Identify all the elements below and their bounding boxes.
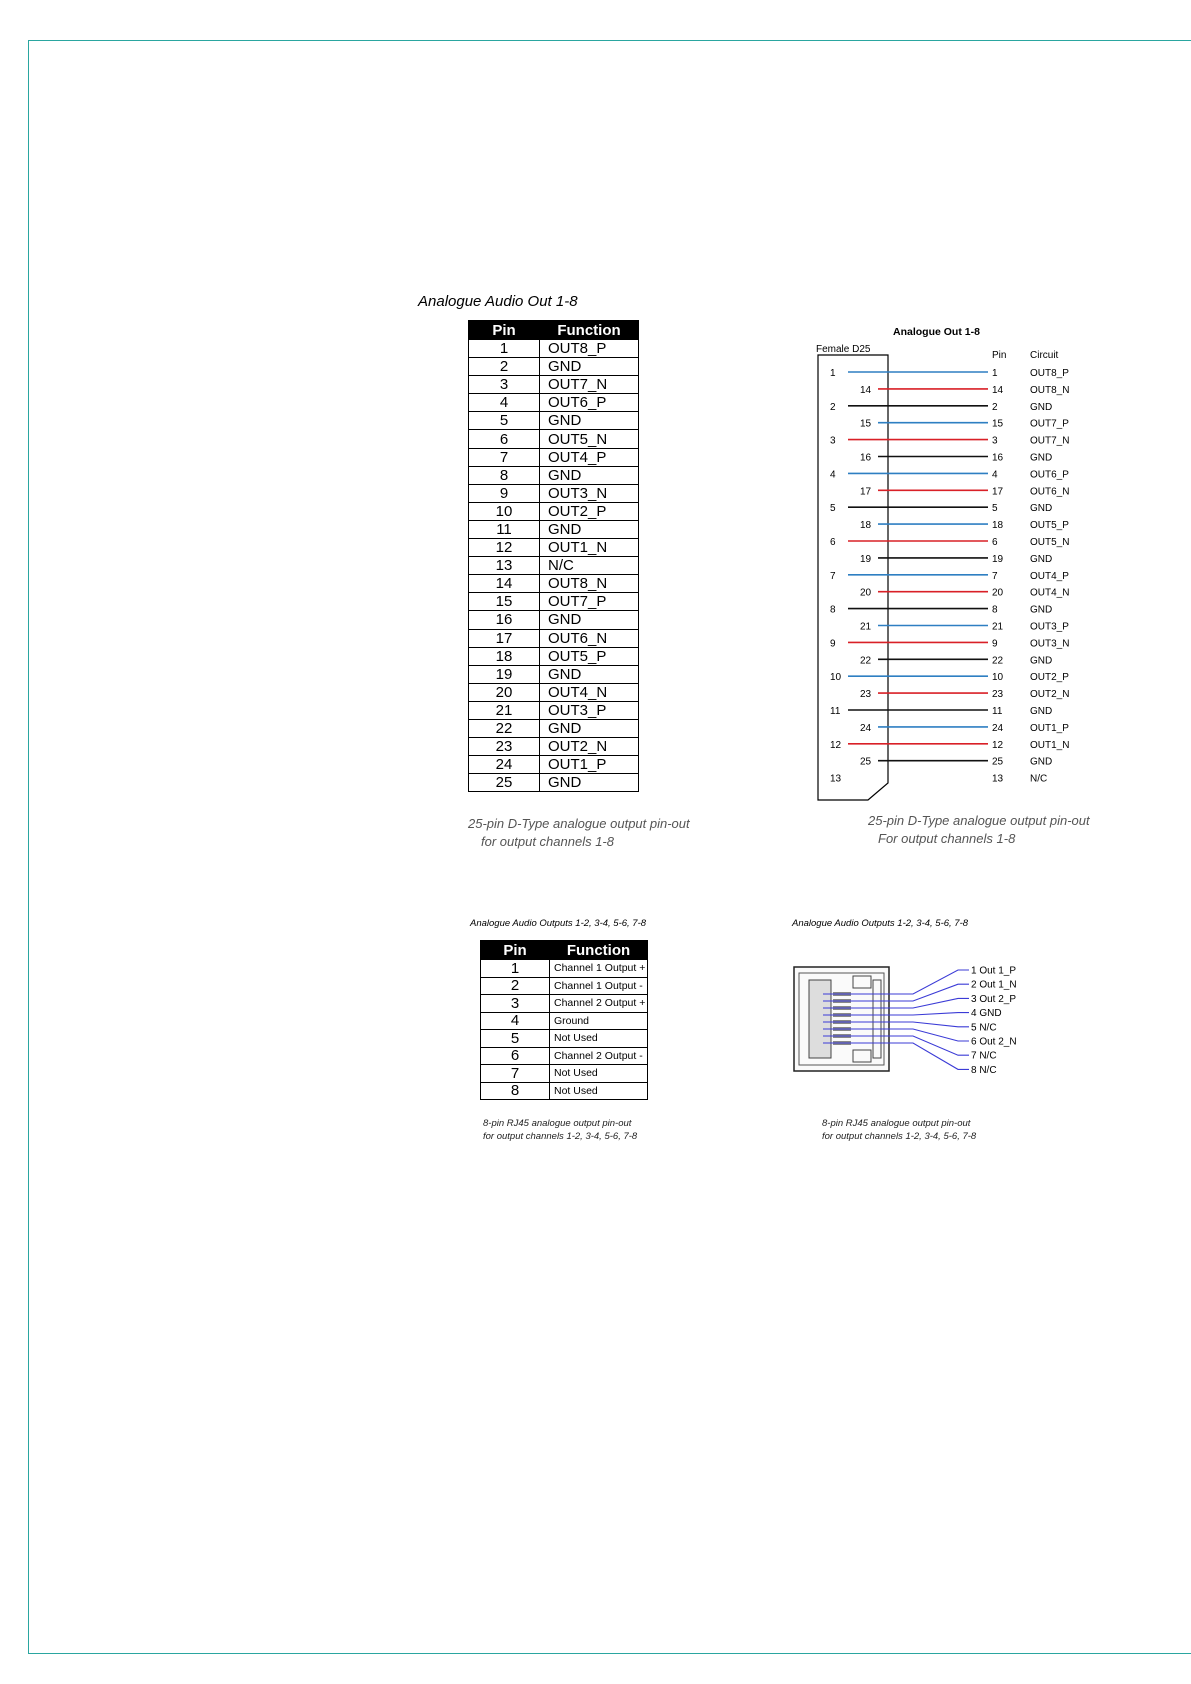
- pin-cell: 3: [481, 995, 550, 1013]
- pin-cell: 19: [469, 665, 540, 683]
- pin-cell: 8: [469, 466, 540, 484]
- function-cell: Not Used: [550, 1082, 648, 1100]
- function-cell: OUT4_P: [540, 448, 639, 466]
- circuit-label: OUT5_P: [1030, 520, 1069, 532]
- caption-line: for output channels 1-2, 3-4, 5-6, 7-8: [483, 1131, 638, 1142]
- wire-pin-label: 22: [992, 655, 1004, 667]
- circuit-label: OUT1_P: [1030, 722, 1069, 734]
- connector-pin-label: 7: [830, 570, 836, 582]
- table-row: [469, 466, 639, 484]
- caption-line: for output channels 1-2, 3-4, 5-6, 7-8: [822, 1131, 977, 1142]
- connector-pin-label: 12: [830, 739, 842, 751]
- wire-pin-label: 15: [992, 418, 1004, 430]
- wire-pin-label: 18: [992, 520, 1004, 532]
- function-cell: N/C: [540, 557, 639, 575]
- table-row: [469, 647, 639, 665]
- table-row: [469, 394, 639, 412]
- function-cell: GND: [540, 466, 639, 484]
- table-row: [469, 358, 639, 376]
- function-cell: GND: [540, 611, 639, 629]
- table-row: [469, 738, 639, 756]
- caption-line: for output channels 1-8: [481, 834, 614, 849]
- pin-cell: 23: [469, 738, 540, 756]
- connector-pin-label: 6: [830, 537, 836, 548]
- wire-pin-label: 12: [992, 739, 1004, 751]
- circuit-label: OUT2_N: [1030, 689, 1070, 701]
- circuit-label: OUT7_N: [1030, 435, 1070, 447]
- function-cell: Not Used: [550, 1030, 648, 1048]
- pin-cell: 2: [469, 358, 540, 376]
- connector-pin-label: 4: [830, 469, 836, 481]
- pin-cell: 25: [469, 774, 540, 792]
- function-cell: Channel 2 Output -: [550, 1047, 648, 1065]
- function-cell: OUT3_P: [540, 701, 639, 719]
- pin-cell: 7: [469, 448, 540, 466]
- function-cell: OUT3_N: [540, 484, 639, 502]
- function-cell: OUT4_N: [540, 683, 639, 701]
- circuit-label: OUT6_P: [1030, 469, 1069, 481]
- wire-pin-label: 20: [992, 587, 1004, 599]
- wire-pin-label: 3: [992, 435, 998, 447]
- wire-pin-label: 1: [992, 368, 998, 379]
- table-row: [469, 683, 639, 701]
- table-row: [469, 376, 639, 394]
- connector-pin-label: 16: [860, 452, 872, 464]
- function-cell: Not Used: [550, 1065, 648, 1083]
- rj45-jack-body: [794, 967, 889, 1071]
- pin-cell: 6: [481, 1047, 550, 1065]
- circuit-label: N/C: [1030, 773, 1048, 785]
- function-cell: OUT7_N: [540, 376, 639, 394]
- d25-wiring-diagram: [810, 320, 1110, 800]
- table-header-pin: Pin: [469, 321, 540, 340]
- pin-cell: 1: [469, 340, 540, 358]
- function-cell: GND: [540, 665, 639, 683]
- function-cell: Channel 1 Output +: [550, 960, 648, 978]
- connector-pin-label: 13: [830, 773, 842, 785]
- circuit-label: OUT8_N: [1030, 384, 1070, 396]
- function-cell: OUT2_P: [540, 502, 639, 520]
- wire-pin-label: 23: [992, 689, 1004, 701]
- connector-pin-label: 8: [830, 604, 836, 616]
- circuit-label: OUT4_P: [1030, 570, 1069, 582]
- caption-line: 25-pin D-Type analogue output pin-out: [468, 816, 690, 831]
- d25-pinout-table: [468, 320, 639, 792]
- wire-pin-label: 6: [992, 537, 998, 548]
- table-row: [469, 756, 639, 774]
- rj45-pin-label: 4 GND: [971, 1008, 1002, 1020]
- rj45-pinout-table: [480, 940, 648, 1100]
- table-row: [469, 665, 639, 683]
- rj45-wiring-diagram: [793, 962, 1053, 1077]
- pin-cell: 14: [469, 575, 540, 593]
- d25-table-caption: [468, 815, 690, 851]
- wire-pin-label: 24: [992, 722, 1004, 734]
- connector-pin-label: 9: [830, 638, 836, 650]
- table-row: [469, 502, 639, 520]
- rj45-latch: [809, 980, 831, 1058]
- table-row: [469, 719, 639, 737]
- table-row: [481, 1065, 648, 1083]
- caption-line: 8-pin RJ45 analogue output pin-out: [483, 1118, 632, 1129]
- rj45-pin-label: 3 Out 2_P: [971, 993, 1017, 1005]
- connector-pin-label: 20: [860, 587, 872, 599]
- function-cell: OUT7_P: [540, 593, 639, 611]
- circuit-label: OUT8_P: [1030, 368, 1069, 379]
- pin-cell: 20: [469, 683, 540, 701]
- pin-cell: 6: [469, 430, 540, 448]
- rj45-table-caption: [483, 1117, 637, 1143]
- pin-cell: 12: [469, 539, 540, 557]
- function-cell: GND: [540, 719, 639, 737]
- circuit-label: OUT1_N: [1030, 739, 1070, 751]
- circuit-label: GND: [1030, 706, 1053, 717]
- wire-pin-label: 17: [992, 486, 1004, 498]
- table-row: [469, 701, 639, 719]
- d25-diagram-caption: [868, 812, 1090, 848]
- function-cell: OUT2_N: [540, 738, 639, 756]
- wire-pin-label: 19: [992, 553, 1004, 565]
- rj45-pin-label: 5 N/C: [971, 1022, 997, 1034]
- caption-line: 8-pin RJ45 analogue output pin-out: [822, 1118, 971, 1129]
- wire-pin-label: 4: [992, 469, 998, 481]
- circuit-label: GND: [1030, 756, 1053, 768]
- function-cell: OUT1_P: [540, 756, 639, 774]
- rj45-pin-label: 7 N/C: [971, 1050, 997, 1062]
- connector-pin-label: 10: [830, 672, 842, 684]
- rj45-diagram-caption: [822, 1117, 976, 1143]
- pin-cell: 11: [469, 520, 540, 538]
- circuit-label: OUT7_P: [1030, 418, 1069, 430]
- caption-line: For output channels 1-8: [878, 831, 1016, 846]
- circuit-label: OUT4_N: [1030, 587, 1070, 599]
- table-row: [469, 611, 639, 629]
- table-row: [469, 412, 639, 430]
- rj45-pin-label: 6 Out 2_N: [971, 1036, 1017, 1048]
- connector-pin-label: 5: [830, 503, 836, 515]
- pin-cell: 16: [469, 611, 540, 629]
- connector-pin-label: 19: [860, 553, 872, 565]
- pin-cell: 3: [469, 376, 540, 394]
- connector-pin-label: 1: [830, 368, 836, 379]
- circuit-label: GND: [1030, 503, 1053, 515]
- table-row: [469, 520, 639, 538]
- table-row: [469, 557, 639, 575]
- d25-section-title: Analogue Audio Out 1-8: [418, 293, 578, 310]
- rj45-pin-label: 1 Out 1_P: [971, 965, 1017, 977]
- rj45-section-title: Analogue Audio Outputs 1-2, 3-4, 5-6, 7-8: [470, 918, 647, 929]
- function-cell: GND: [540, 520, 639, 538]
- circuit-label: OUT5_N: [1030, 537, 1070, 548]
- table-header-function: Function: [540, 321, 639, 340]
- connector-pin-label: 11: [830, 706, 841, 717]
- pin-cell: 10: [469, 502, 540, 520]
- circuit-label: OUT2_P: [1030, 672, 1069, 684]
- pin-cell: 13: [469, 557, 540, 575]
- function-cell: OUT6_N: [540, 629, 639, 647]
- function-cell: Ground: [550, 1012, 648, 1030]
- table-row: [481, 960, 648, 978]
- table-row: [469, 575, 639, 593]
- pin-cell: 17: [469, 629, 540, 647]
- function-cell: Channel 2 Output +: [550, 995, 648, 1013]
- table-row: [469, 484, 639, 502]
- pin-cell: 5: [481, 1030, 550, 1048]
- wire-pin-label: 7: [992, 570, 998, 582]
- connector-pin-label: 17: [860, 486, 872, 498]
- wire-pin-label: 14: [992, 384, 1004, 396]
- rj45-pin-label: 2 Out 1_N: [971, 979, 1017, 991]
- wire-pin-label: 13: [992, 773, 1004, 785]
- wire-pin-label: 21: [992, 621, 1004, 633]
- pin-cell: 5: [469, 412, 540, 430]
- table-row: [469, 340, 639, 358]
- wire-pin-label: 2: [992, 401, 998, 413]
- function-cell: OUT1_N: [540, 539, 639, 557]
- circuit-label: GND: [1030, 604, 1053, 616]
- wire-pin-label: 9: [992, 638, 998, 650]
- connector-pin-label: 15: [860, 418, 872, 430]
- circuit-label: OUT6_N: [1030, 486, 1070, 498]
- table-row: [481, 977, 648, 995]
- connector-pin-label: 25: [860, 756, 872, 768]
- wire-pin-label: 11: [992, 706, 1003, 717]
- pin-cell: 22: [469, 719, 540, 737]
- rj45-diagram-title: Analogue Audio Outputs 1-2, 3-4, 5-6, 7-8: [792, 918, 969, 929]
- pin-cell: 8: [481, 1082, 550, 1100]
- connector-pin-label: 14: [860, 384, 872, 396]
- function-cell: GND: [540, 774, 639, 792]
- function-cell: OUT8_P: [540, 340, 639, 358]
- pin-cell: 2: [481, 977, 550, 995]
- circuit-label: GND: [1030, 655, 1053, 667]
- wire-pin-label: 16: [992, 452, 1004, 464]
- circuit-label: GND: [1030, 401, 1053, 413]
- function-cell: OUT5_P: [540, 647, 639, 665]
- table-row: [469, 629, 639, 647]
- pin-cell: 24: [469, 756, 540, 774]
- circuit-label: GND: [1030, 553, 1053, 565]
- d25-connector-outline: [818, 355, 888, 800]
- circuit-label: GND: [1030, 452, 1053, 464]
- table-row: [469, 774, 639, 792]
- connector-pin-label: 18: [860, 520, 872, 532]
- wire-pin-label: 8: [992, 604, 998, 616]
- pin-cell: 9: [469, 484, 540, 502]
- circuit-column-header: Circuit: [1030, 350, 1059, 361]
- circuit-label: OUT3_N: [1030, 638, 1070, 650]
- function-cell: Channel 1 Output -: [550, 977, 648, 995]
- function-cell: GND: [540, 412, 639, 430]
- connector-pin-label: 24: [860, 722, 872, 734]
- table-header-function: Function: [550, 941, 648, 960]
- wire-pin-label: 10: [992, 672, 1004, 684]
- table-row: [469, 539, 639, 557]
- rj45-pin-label: 8 N/C: [971, 1064, 997, 1076]
- table-header-pin: Pin: [481, 941, 550, 960]
- caption-line: 25-pin D-Type analogue output pin-out: [868, 813, 1090, 828]
- connector-pin-label: 3: [830, 435, 836, 447]
- pin-cell: 1: [481, 960, 550, 978]
- function-cell: OUT5_N: [540, 430, 639, 448]
- table-row: [481, 1030, 648, 1048]
- table-row: [481, 1012, 648, 1030]
- function-cell: GND: [540, 358, 639, 376]
- table-row: [469, 593, 639, 611]
- table-row: [469, 448, 639, 466]
- pin-cell: 15: [469, 593, 540, 611]
- table-row: [469, 430, 639, 448]
- wire-pin-label: 25: [992, 756, 1004, 768]
- circuit-label: OUT3_P: [1030, 621, 1069, 633]
- connector-label: Female D25: [816, 344, 871, 355]
- connector-pin-label: 23: [860, 689, 872, 701]
- table-row: [481, 1047, 648, 1065]
- diagram-title: Analogue Out 1-8: [893, 326, 980, 338]
- wire-pin-label: 5: [992, 503, 998, 515]
- function-cell: OUT6_P: [540, 394, 639, 412]
- pin-cell: 18: [469, 647, 540, 665]
- pin-cell: 7: [481, 1065, 550, 1083]
- pin-column-header: Pin: [992, 350, 1007, 361]
- pin-cell: 4: [481, 1012, 550, 1030]
- table-row: [481, 1082, 648, 1100]
- connector-pin-label: 22: [860, 655, 872, 667]
- table-row: [481, 995, 648, 1013]
- pin-cell: 21: [469, 701, 540, 719]
- pin-cell: 4: [469, 394, 540, 412]
- function-cell: OUT8_N: [540, 575, 639, 593]
- connector-pin-label: 2: [830, 401, 836, 413]
- connector-pin-label: 21: [860, 621, 872, 633]
